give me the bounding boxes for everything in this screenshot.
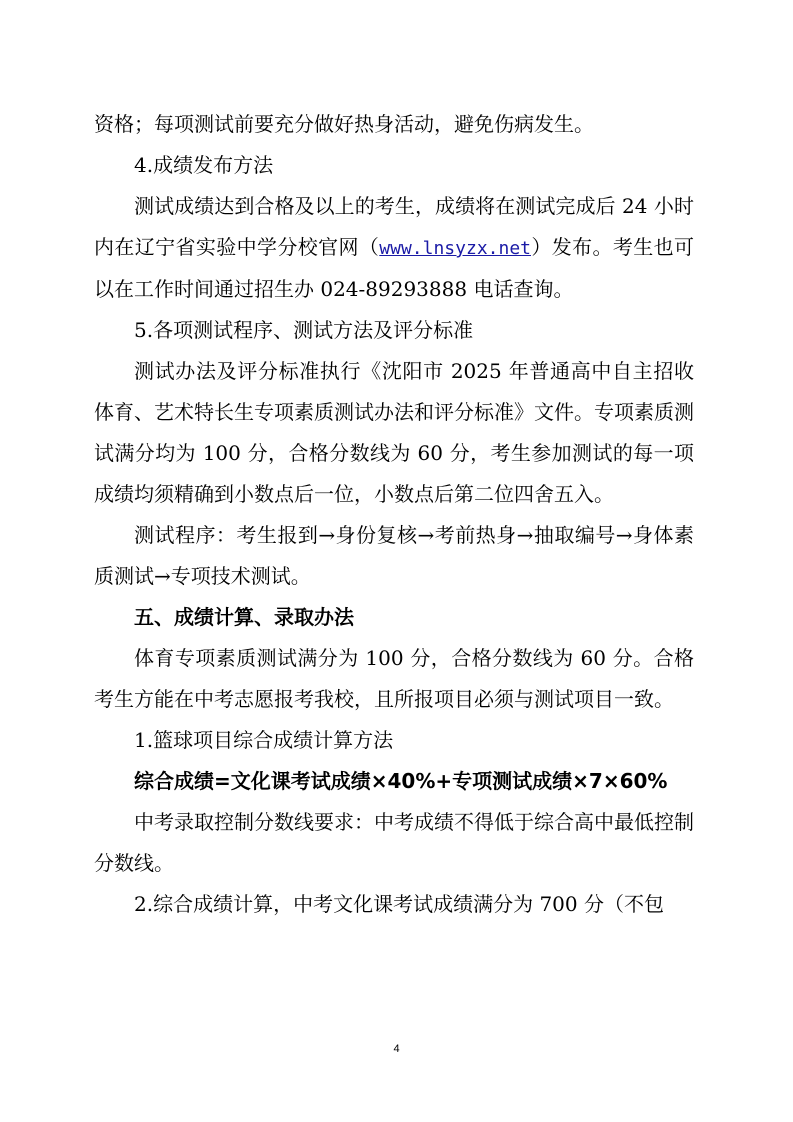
paragraph-scoring-standards: 测试办法及评分标准执行《沈阳市 2025 年普通高中自主招收体育、艺术特长生专项素质测试办法和评分标准》文件。专项素质测试满分均为 100 分，合格分数线为 60 分，考生参加测试的每一项成绩均须精确到小数点后一位，小数点后第二位四舍五入。: [94, 359, 694, 506]
formula-composite-score: 综合成绩=文化课考试成绩×40%+专项测试成绩×7×60%: [134, 769, 668, 793]
paragraph-test-procedure: 测试程序：考生报到→身份复核→考前热身→抽取编号→身体素质测试→专项技术测试。: [94, 523, 694, 588]
section-test-procedures: 5.各项测试程序、测试方法及评分标准: [134, 318, 474, 342]
paragraph-pass-line: 体育专项素质测试满分为 100 分，合格分数线为 60 分。合格考生方能在中考志愿报考我校，且所报项目必须与测试项目一致。: [94, 646, 694, 711]
paragraph-composite-calc: 2.综合成绩计算，中考文化课考试成绩满分为 700 分（不包: [134, 892, 664, 916]
text-segment: 测试成绩达到合格及以上的考生，成绩将在测试完成后 24 小时内在辽宁省实验中学分校官网（: [94, 194, 694, 259]
section-results-publish: 4.成绩发布方法: [134, 153, 274, 177]
document-page: [94, 104, 694, 925]
website-link[interactable]: www.lnsyzx.net: [379, 238, 531, 259]
section-basketball-calc: 1.篮球项目综合成绩计算方法: [134, 728, 394, 752]
page-number: 4: [393, 1043, 400, 1055]
paragraph-results-publish: [94, 186, 694, 310]
paragraph-control-line: 中考录取控制分数线要求：中考成绩不得低于综合高中最低控制分数线。: [94, 810, 694, 875]
paragraph-safety: 资格；每项测试前要充分做好热身活动，避免伤病发生。: [94, 112, 594, 136]
heading-section-five: 五、成绩计算、录取办法: [134, 605, 354, 629]
text-segment: ）发布。考生也可以在工作时间通过招生办 024-89293888 电话查询。: [94, 235, 695, 301]
